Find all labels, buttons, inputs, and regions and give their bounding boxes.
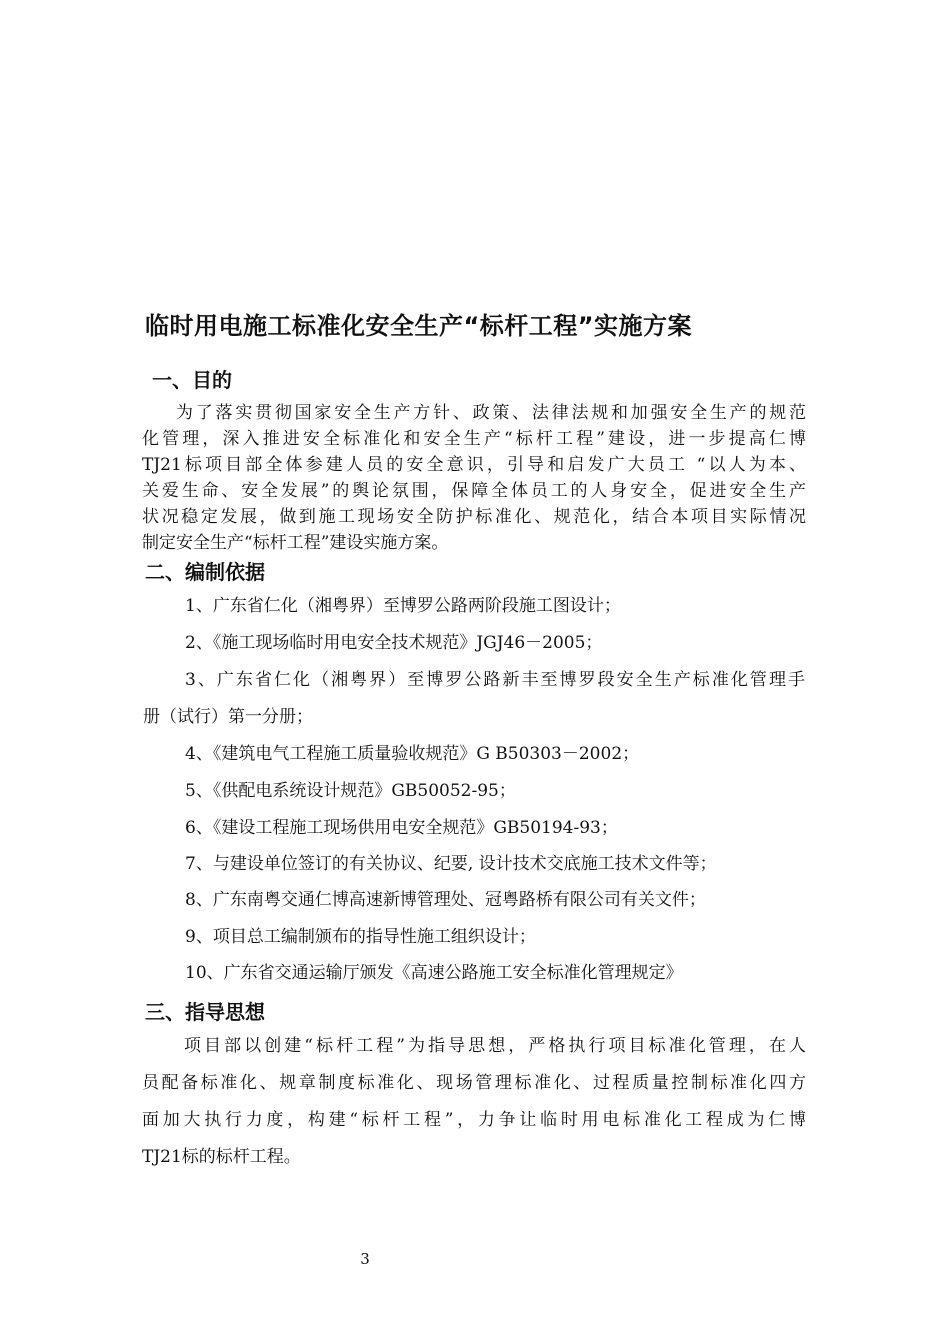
list-item: 3、广东省仁化（湘粤界）至博罗公路新丰至博罗段安全生产标准化管理手 xyxy=(185,670,805,690)
list-item: 2、《施工现场临时用电安全技术规范》JGJ46－2005； xyxy=(185,633,603,653)
section-heading-purpose: 一、目的 xyxy=(152,368,232,392)
paragraph-line: 项目部以创建“标杆工程”为指导思想，严格执行项目标准化管理，在人 xyxy=(184,1036,806,1056)
list-item: 9、项目总工编制颁布的指导性施工组织设计； xyxy=(185,927,536,947)
list-item: 6、《建设工程施工现场供用电安全规范》GB50194-93； xyxy=(185,818,618,838)
paragraph-line: 员配备标准化、规章制度标准化、现场管理标准化、过程质量控制标准化四方 xyxy=(142,1073,806,1093)
paragraph-line: 关爱生命、安全发展”的舆论氛围，保障全体员工的人身安全，促进安全生产 xyxy=(142,481,806,501)
list-item: 册（试行）第一分册； xyxy=(143,707,313,727)
paragraph-line: 制定安全生产“标杆工程”建设实施方案。 xyxy=(142,533,449,553)
list-item: 8、广东南粤交通仁博高速新博管理处、冠粤路桥有限公司有关文件； xyxy=(185,890,706,910)
paragraph-line: 状况稳定发展，做到施工现场安全防护标准化、规范化，结合本项目实际情况 xyxy=(142,507,806,527)
paragraph-line: TJ21标项目部全体参建人员的安全意识，引导和启发广大员工 “以人为本、 xyxy=(142,455,806,475)
list-item: 7、与建设单位签订的有关协议、纪要, 设计技术交底施工技术文件等； xyxy=(185,854,717,874)
page-number: 3 xyxy=(360,1250,370,1268)
list-item: 4、《建筑电气工程施工质量验收规范》G B50303－2002； xyxy=(185,744,640,764)
paragraph-purpose xyxy=(142,400,806,556)
paragraph-guiding-idea xyxy=(142,1028,806,1176)
section-heading-guiding-idea: 三、指导思想 xyxy=(145,1000,265,1024)
document-title: 临时用电施工标准化安全生产“标杆工程”实施方案 xyxy=(145,312,693,340)
list-item: 1、广东省仁化（湘粤界）至博罗公路两阶段施工图设计； xyxy=(185,596,621,616)
paragraph-line: 化管理，深入推进安全标准化和安全生产“标杆工程”建设，进一步提高仁博 xyxy=(142,429,806,449)
paragraph-line: 为了落实贯彻国家安全生产方针、政策、法律法规和加强安全生产的规范 xyxy=(176,403,806,423)
list-item: 5、《供配电系统设计规范》GB50052-95； xyxy=(185,781,516,801)
section-heading-basis: 二、编制依据 xyxy=(145,560,265,584)
paragraph-line: TJ21标的标杆工程。 xyxy=(142,1147,301,1167)
paragraph-line: 面加大执行力度，构建“标杆工程”，力争让临时用电标准化工程成为仁博 xyxy=(142,1110,806,1130)
list-item: 10、广东省交通运输厅颁发《高速公路施工安全标准化管理规定》 xyxy=(185,963,683,983)
